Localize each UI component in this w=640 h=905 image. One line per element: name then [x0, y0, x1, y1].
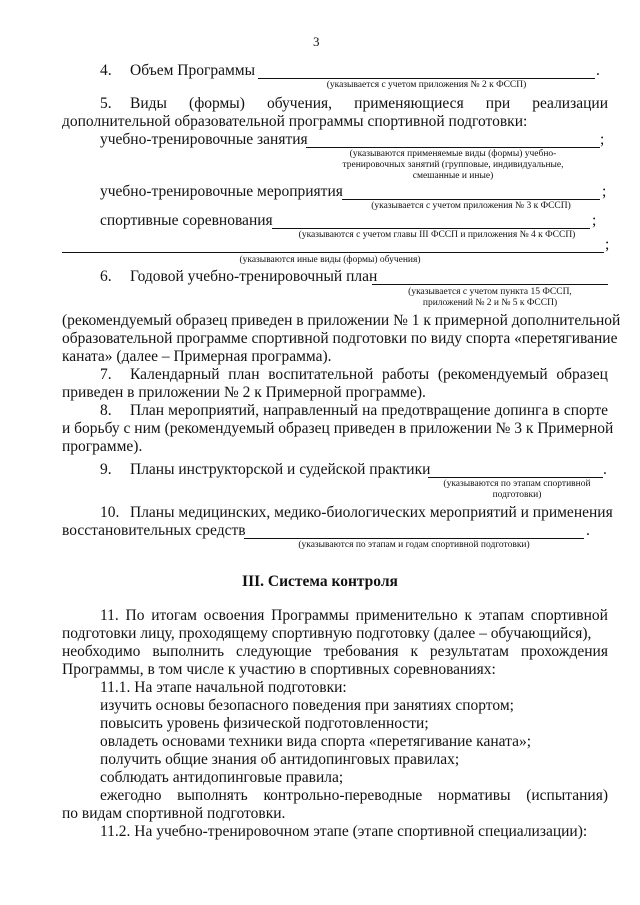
- item-5-a-note-3: смешанные и иные): [412, 171, 494, 181]
- item-4-note: (указывается с учетом приложения № 2 к ФССП): [326, 80, 527, 90]
- item-7-line2: приведен в приложении № 2 к Примерной программе).: [62, 384, 426, 401]
- item-10-fill-line: [244, 538, 584, 539]
- word: нормативы: [437, 787, 511, 804]
- item-5-b-label: учебно-тренировочные мероприятия: [100, 183, 343, 200]
- word: предотвращение: [381, 402, 491, 419]
- bullet-1: изучить основы безопасного поведения при занятиях спортом;: [100, 697, 514, 714]
- para-11-2: 11.2. На учебно-тренировочном этапе (этапе спортивной специализации):: [100, 823, 588, 840]
- item-8-number: 8.: [100, 402, 112, 419]
- word: образец: [556, 366, 608, 383]
- word: По: [125, 607, 145, 624]
- bullet-3: овладеть основами техники вида спорта «перетягивание каната»;: [100, 733, 532, 750]
- item-5-c-note: (указываются с учетом главы III ФССП и приложения № 4 к ФССП): [298, 230, 576, 240]
- word: выполнить: [152, 643, 225, 660]
- bullet-5: соблюдать антидопинговые правила;: [100, 769, 344, 786]
- bullet-4: получить общие знания об антидопинговых правилах;: [100, 751, 460, 768]
- word: итогам: [151, 607, 197, 624]
- word: спорте: [563, 402, 608, 419]
- item-5-c-end: ;: [592, 212, 597, 229]
- word: (рекомендуемый: [437, 366, 548, 383]
- item-4-number: 4.: [100, 62, 112, 79]
- word: ежегодно: [100, 787, 162, 804]
- word: на: [362, 402, 378, 419]
- item-9-fill-line: [428, 477, 603, 478]
- item-5-b-fill-line: [342, 199, 600, 200]
- word: Виды: [130, 95, 167, 112]
- word: к: [464, 607, 472, 624]
- word: Календарный: [130, 366, 220, 383]
- item-5-a-note-2: тренировочных занятий (групповые, индивидуальные,: [342, 160, 564, 170]
- item-5-b-note: (указывается с учетом приложения № 3 к ФССП): [371, 201, 571, 211]
- item-6-line4: каната» (далее – Примерная программа).: [62, 348, 332, 365]
- word: результатам: [429, 643, 509, 660]
- item-4-fill-line: [258, 78, 595, 79]
- section-heading: III. Система контроля: [242, 573, 398, 590]
- word: (формы): [189, 95, 245, 112]
- word: допинга: [494, 402, 549, 419]
- word: этапам: [478, 607, 525, 624]
- item-5-c-fill-line: [272, 228, 590, 229]
- item-9-note-1: (указываются по этапам спортивной: [443, 479, 591, 489]
- item-9-number: 9.: [100, 461, 112, 478]
- word: (испытания): [526, 787, 608, 804]
- item-5-a-end: ;: [600, 131, 605, 148]
- word: мероприятий,: [168, 402, 260, 419]
- item-9-end: .: [603, 461, 607, 478]
- item-5-line2: дополнительной образовательной программы спортивной подготовки:: [62, 113, 528, 130]
- word: контрольно-переводные: [263, 787, 423, 804]
- word: спортивной: [530, 607, 608, 624]
- item-5-line1: [130, 95, 608, 113]
- item-5-a-note-1: (указываются применяемые виды (формы) учебно-: [349, 149, 557, 159]
- word: направленный: [263, 402, 359, 419]
- item-5-c-label: спортивные соревнования: [100, 212, 273, 229]
- item-6-note-2: приложений № 2 и № 5 к ФССП): [422, 298, 558, 308]
- bullet-6-line1: [100, 787, 608, 805]
- item-6-text: Годовой учебно-тренировочный план: [130, 268, 378, 285]
- word: при: [485, 95, 511, 112]
- word: следующие: [236, 643, 312, 660]
- bullet-2: повысить уровень физической подготовленности;: [100, 715, 429, 732]
- item-10-end: .: [586, 522, 590, 539]
- item-9-text: Планы инструкторской и судейской практики: [130, 461, 431, 478]
- item-5-a-fill-line: [306, 147, 600, 148]
- word: реализации: [532, 95, 608, 112]
- word: выполнять: [177, 787, 248, 804]
- item-8-line3: программе).: [62, 438, 143, 455]
- item-8-line1: [130, 402, 608, 420]
- item-4-text: Объем Программы: [130, 62, 255, 79]
- item-10-line1: Планы медицинских, медико-биологических мероприятий и применения: [130, 504, 613, 521]
- item-5-d-fill-line: [62, 252, 604, 253]
- item-7-line1: [130, 366, 608, 384]
- word: к: [410, 643, 418, 660]
- item-5-a-label: учебно-тренировочные занятия: [100, 131, 308, 148]
- word: план: [228, 366, 260, 383]
- item-5-d-end: ;: [605, 236, 610, 253]
- word: прохождения: [520, 643, 608, 660]
- word: освоения: [203, 607, 265, 624]
- word: План: [130, 402, 165, 419]
- item-4-end: .: [596, 62, 600, 79]
- para-11-line3: [62, 643, 608, 661]
- para-11-line2: подготовки лицу, проходящему спортивную подготовку (далее – обучающийся),: [62, 625, 592, 642]
- item-5-number: 5.: [100, 95, 112, 112]
- item-8-line2: и борьбу с ним (рекомендуемый образец приведен в приложении № 3 к Примерной: [62, 420, 614, 437]
- item-6-fill-line: [372, 284, 608, 285]
- word: Программы: [271, 607, 349, 624]
- item-9-note-2: подготовки): [492, 490, 542, 500]
- word: в: [552, 402, 560, 419]
- bullet-6-line2: по видам спортивной подготовки.: [62, 805, 286, 822]
- para-11-1: 11.1. На этапе начальной подготовки:: [100, 679, 347, 696]
- item-6-line2: (рекомендуемый образец приведен в приложении № 1 к примерной дополнительной: [62, 312, 621, 329]
- word: 11.: [100, 607, 119, 624]
- para-11-line4: Программы, в том числе к участию в спортивных соревнованиях:: [62, 661, 496, 678]
- item-10-line2: восстановительных средств: [62, 522, 246, 539]
- item-10-note: (указываются по этапам и годам спортивной подготовки): [298, 540, 530, 550]
- word: применительно: [355, 607, 458, 624]
- item-6-number: 6.: [100, 268, 112, 285]
- item-10-number: 10.: [100, 504, 120, 521]
- item-5-b-end: ;: [602, 183, 607, 200]
- item-5-d-note: (указываются иные виды (формы) обучения): [239, 255, 421, 265]
- word: требования: [323, 643, 399, 660]
- para-11-line1: [100, 607, 608, 625]
- word: работы: [381, 366, 430, 383]
- word: обучения,: [266, 95, 333, 112]
- word: необходимо: [62, 643, 141, 660]
- item-7-number: 7.: [100, 366, 112, 383]
- item-6-note-1: (указывается с учетом пункта 15 ФССП,: [408, 287, 572, 297]
- word: воспитательной: [268, 366, 374, 383]
- word: применяющиеся: [354, 95, 464, 112]
- page-number: 3: [313, 34, 320, 49]
- item-6-line3: образовательной программе спортивной подготовки по виду спорта «перетягивание: [62, 330, 618, 347]
